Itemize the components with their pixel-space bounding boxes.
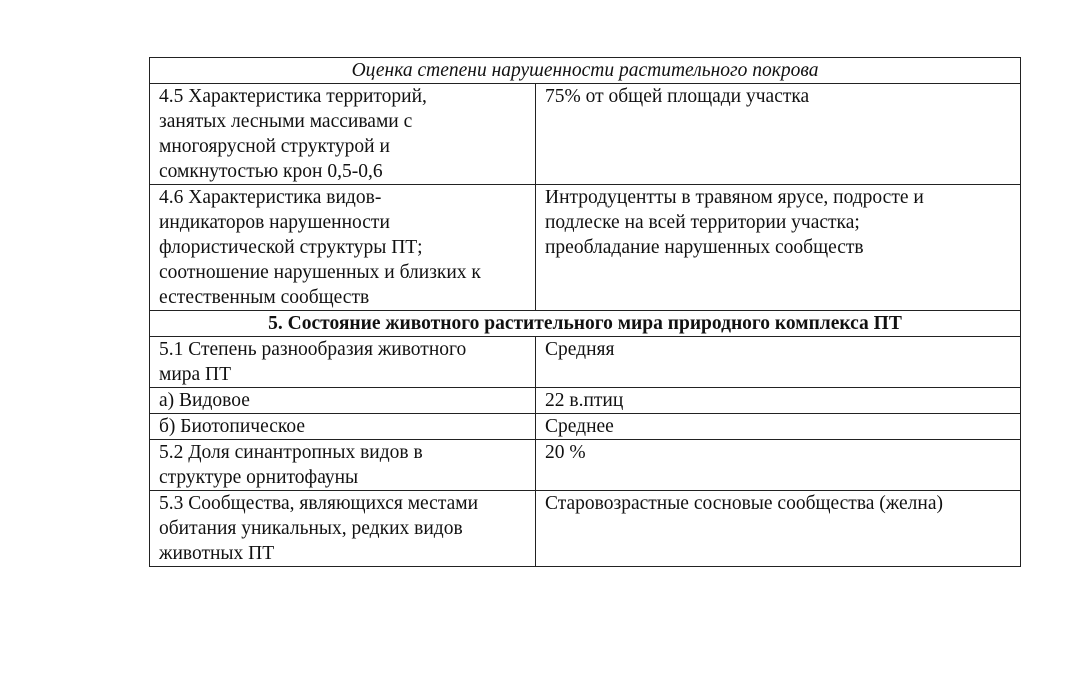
fauna-section-heading: 5. Состояние животного растительного мира природного комплекса ПТ	[150, 311, 1021, 337]
table-row	[150, 337, 1021, 388]
row-label: 5.2 Доля синантропных видов в структуре орнитофауны	[150, 440, 536, 491]
table-row	[150, 388, 1021, 414]
row-value: 20 %	[536, 440, 1021, 491]
row-value: Среднее	[536, 414, 1021, 440]
table-row	[150, 440, 1021, 491]
assessment-table	[149, 57, 1021, 567]
row-label: а) Видовое	[150, 388, 536, 414]
vegetation-assessment-heading: Оценка степени нарушенности растительного покрова	[150, 58, 1021, 84]
row-label: 4.6 Характеристика видов- индикаторов нарушенности флористической структуры ПТ; соотношение нарушенных и близких к естественным сообществ	[150, 185, 536, 311]
section-heading-row	[150, 311, 1021, 337]
row-value: 22 в.птиц	[536, 388, 1021, 414]
row-value: Старовозрастные сосновые сообщества (желна)	[536, 491, 1021, 567]
row-value: Интродуцентты в травяном ярусе, подросте и подлеске на всей территории участка; преобладание нарушенных сообществ	[536, 185, 1021, 311]
row-value: 75% от общей площади участка	[536, 84, 1021, 185]
row-label: б) Биотопическое	[150, 414, 536, 440]
table-row	[150, 414, 1021, 440]
table-row	[150, 491, 1021, 567]
table-row	[150, 84, 1021, 185]
section-heading-row	[150, 58, 1021, 84]
row-value: Средняя	[536, 337, 1021, 388]
row-label: 5.3 Сообщества, являющихся местами обитания уникальных, редких видов животных ПТ	[150, 491, 536, 567]
row-label: 4.5 Характеристика территорий, занятых лесными массивами с многоярусной структурой и сомкнутостью крон 0,5-0,6	[150, 84, 536, 185]
row-label: 5.1 Степень разнообразия животного мира ПТ	[150, 337, 536, 388]
table-row	[150, 185, 1021, 311]
